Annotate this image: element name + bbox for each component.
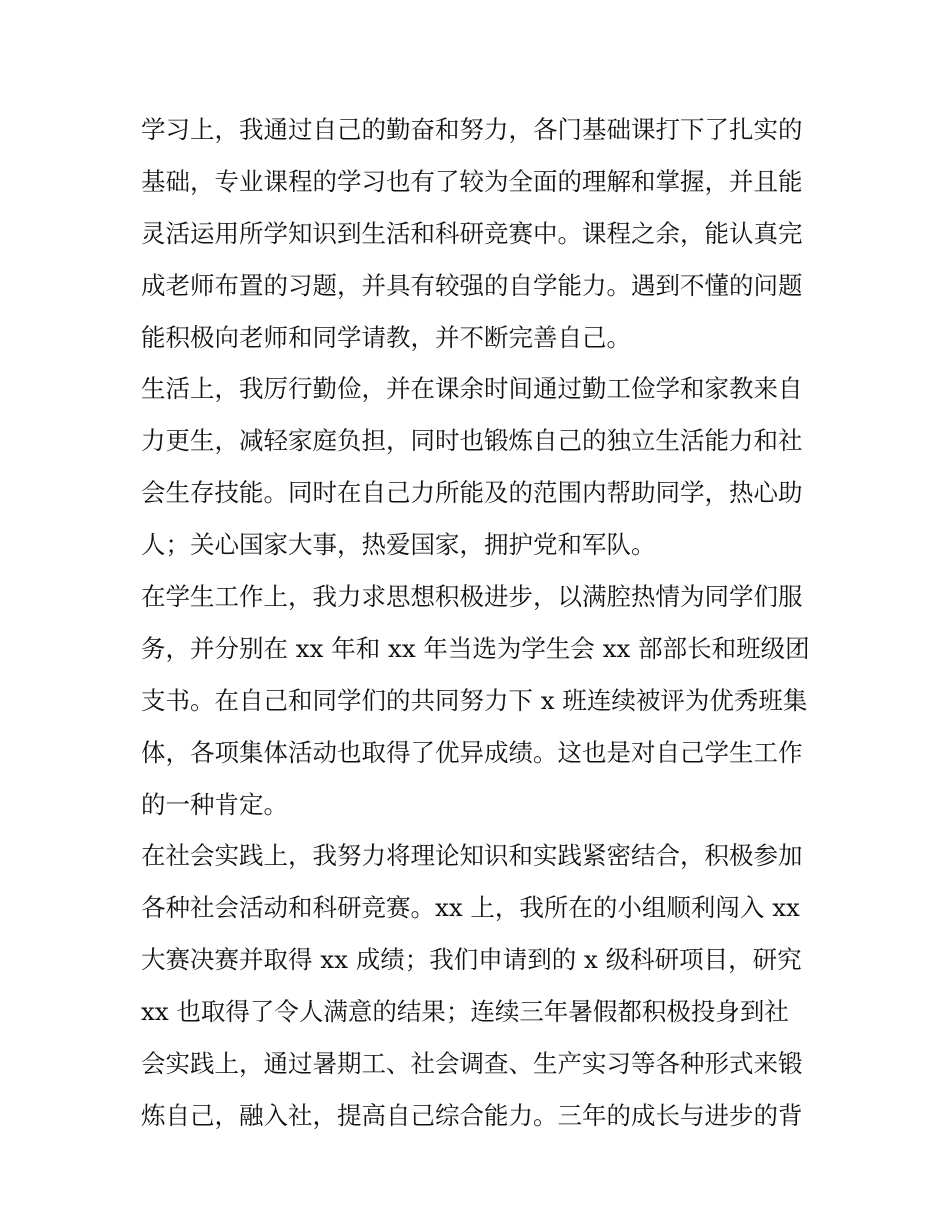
text-line: 在社会实践上，我努力将理论知识和实践紧密结合，积极参加 (141, 841, 803, 871)
text-line: 灵活运用所学知识到生活和科研竞赛中。课程之余，能认真完 (141, 218, 803, 248)
text-line: 体，各项集体活动也取得了优异成绩。这也是对自己学生工作 (141, 737, 803, 767)
text-line: 人；关心国家大事，热爱国家，拥护党和军队。 (141, 530, 656, 560)
text-line: 炼自己，融入社，提高自己综合能力。三年的成长与进步的背 (141, 1100, 803, 1130)
text-line: 能积极向老师和同学请教，并不断完善自己。 (141, 322, 631, 352)
document-body (141, 104, 821, 1142)
text-line: 大赛决赛并取得 xx 成绩；我们申请到的 x 级科研项目，研究 (141, 945, 802, 975)
text-line: 会实践上，通过暑期工、社会调查、生产实习等各种形式来锻 (141, 1049, 803, 1079)
text-line: 学习上，我通过自己的勤奋和努力，各门基础课打下了扎实的 (141, 115, 803, 144)
text-line: 成老师布置的习题，并具有较强的自学能力。遇到不懂的问题 (141, 270, 803, 300)
text-line: xx 也取得了令人满意的结果；连续三年暑假都积极投身到社 (141, 997, 789, 1027)
text-line: 力更生，减轻家庭负担，同时也锻炼自己的独立生活能力和社 (141, 426, 803, 456)
text-line: 在学生工作上，我力求思想积极进步，以满腔热情为同学们服 (141, 582, 803, 612)
text-line: 的一种肯定。 (141, 789, 288, 819)
text-line: 务，并分别在 xx 年和 xx 年当选为学生会 xx 部部长和班级团 (141, 633, 810, 663)
text-line: 生活上，我厉行勤俭，并在课余时间通过勤工俭学和家教来自 (141, 374, 803, 404)
text-line: 会生存技能。同时在自己力所能及的范围内帮助同学，热心助 (141, 478, 803, 508)
text-line: 支书。在自己和同学们的共同努力下 x 班连续被评为优秀班集 (141, 685, 808, 715)
text-line: 各种社会活动和科研竞赛。xx 上，我所在的小组顺利闯入 xx (141, 893, 800, 923)
text-line: 基础，专业课程的学习也有了较为全面的理解和掌握，并且能 (141, 166, 803, 196)
